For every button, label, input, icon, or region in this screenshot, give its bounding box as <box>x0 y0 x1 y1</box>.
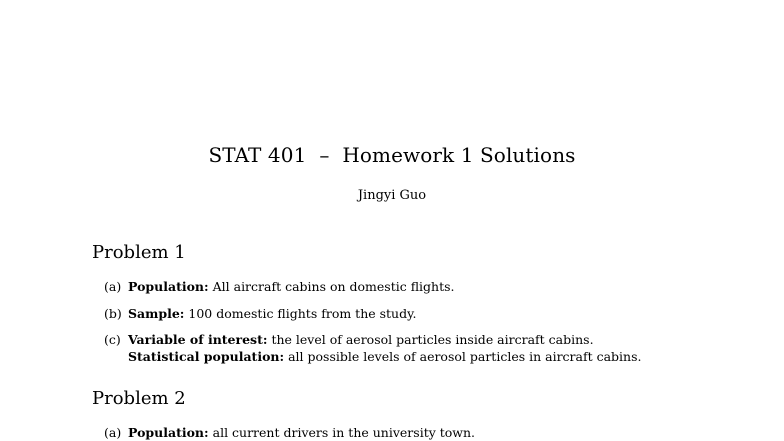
problem-1-item-c <box>104 332 594 347</box>
item-text: all possible levels of aerosol particles in aircraft cabins. <box>284 349 642 364</box>
problem-1-item-a <box>104 279 455 294</box>
author-name: Jingyi Guo <box>357 188 427 203</box>
item-keyword: Statistical population: <box>128 349 285 364</box>
item-keyword: Sample: <box>128 306 185 321</box>
item-text: 100 domestic flights from the study. <box>184 306 417 321</box>
item-label: (a) <box>104 279 122 294</box>
item-text: all current drivers in the university town. <box>208 425 476 440</box>
item-label: (b) <box>104 306 122 321</box>
item-keyword: Variable of interest: <box>128 332 268 347</box>
item-text: the level of aerosol particles inside aircraft cabins. <box>267 332 594 347</box>
item-keyword: Population: <box>128 425 209 440</box>
problem-1-heading: Problem 1 <box>92 242 186 263</box>
item-keyword: Population: <box>128 279 209 294</box>
problem-1-item-b <box>104 306 416 321</box>
problem-2-item-a <box>104 425 475 440</box>
problem-1-item-c-continuation <box>128 349 642 364</box>
item-label: (a) <box>104 425 122 440</box>
item-label: (c) <box>104 332 121 347</box>
item-text: All aircraft cabins on domestic flights. <box>208 279 455 294</box>
document-title: STAT 401 – Homework 1 Solutions <box>208 143 576 167</box>
problem-2-heading: Problem 2 <box>92 388 186 409</box>
